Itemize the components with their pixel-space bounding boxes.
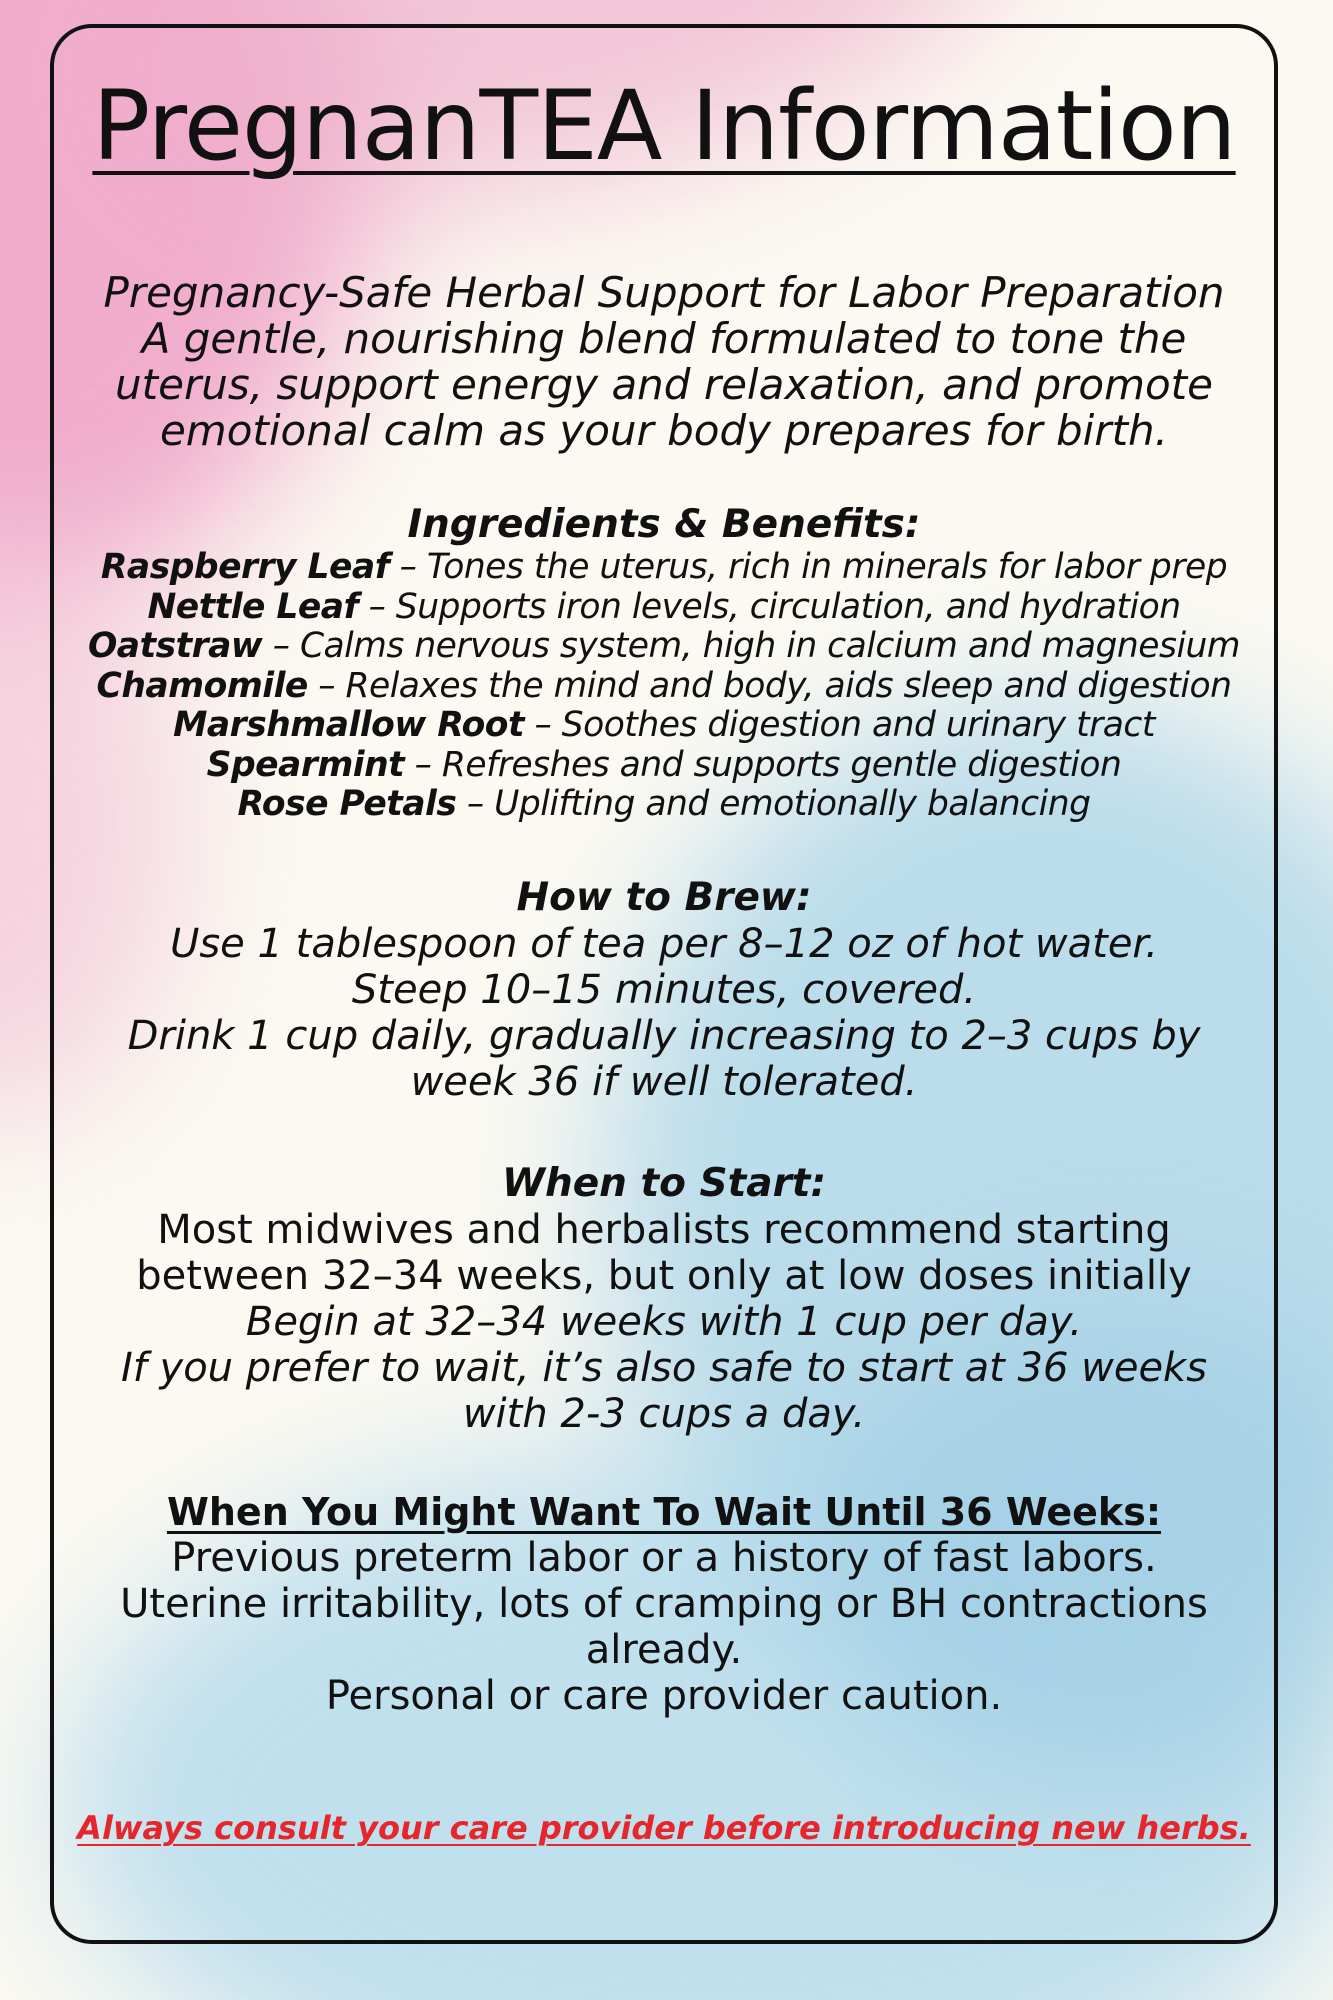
ingredients-section <box>54 502 1274 825</box>
list-item <box>54 785 1274 825</box>
wait-reasons <box>89 1535 1239 1719</box>
ingredient-name: Nettle Leaf <box>147 586 359 627</box>
list-item <box>54 588 1274 628</box>
brew-section <box>54 875 1274 1105</box>
disclaimer-note: Always consult your care provider before introducing new herbs. <box>77 1809 1251 1847</box>
list-item <box>54 706 1274 746</box>
start-recommendation: Most midwives and herbalists recommend starting between 32–34 weeks, but only at low doses initially <box>136 1206 1192 1299</box>
brew-instructions <box>99 921 1229 1105</box>
ingredient-benefit: – Relaxes the mind and body, aids sleep and digestion <box>307 665 1232 706</box>
wait-line: Uterine irritability, lots of cramping or BH contractions already. <box>120 1580 1208 1673</box>
start-section <box>54 1161 1274 1437</box>
info-card <box>50 24 1278 1944</box>
ingredient-benefit: – Supports iron levels, circulation, and hydration <box>358 586 1181 627</box>
brew-line: Use 1 tablespoon of tea per 8–12 oz of hot water. <box>170 920 1158 967</box>
list-item <box>54 746 1274 786</box>
start-begin: Begin at 32–34 weeks with 1 cup per day. <box>245 1298 1083 1345</box>
ingredient-name: Chamomile <box>96 665 308 706</box>
start-text <box>94 1207 1234 1437</box>
wait-line: Previous preterm labor or a history of fast labors. <box>171 1534 1157 1581</box>
start-alternative: If you prefer to wait, it’s also safe to start at 36 weeks with 2-3 cups a day. <box>120 1344 1208 1437</box>
ingredient-benefit: – Calms nervous system, high in calcium and magnesium <box>262 626 1241 666</box>
ingredient-name: Spearmint <box>206 744 405 785</box>
intro-description: A gentle, nourishing blend formulated to tone the uterus, support energy and relaxation, and promote emotional calm as your body prepares for birth. <box>115 314 1213 455</box>
intro-section <box>64 270 1264 454</box>
ingredients-list <box>54 548 1274 825</box>
ingredient-name: Marshmallow Root <box>173 705 524 745</box>
ingredient-benefit: – Soothes digestion and urinary tract <box>524 705 1155 745</box>
ingredients-heading: Ingredients & Benefits: <box>407 502 921 547</box>
start-heading: When to Start: <box>501 1160 827 1206</box>
brew-line: Steep 10–15 minutes, covered. <box>351 966 977 1013</box>
wait-section <box>54 1489 1274 1719</box>
wait-line: Personal or care provider caution. <box>325 1672 1003 1719</box>
brew-line: Drink 1 cup daily, gradually increasing to 2–3 cups by week 36 if well tolerated. <box>127 1012 1201 1105</box>
wait-heading: When You Might Want To Wait Until 36 Weeks: <box>166 1489 1162 1534</box>
intro-tagline: Pregnancy-Safe Herbal Support for Labor Preparation <box>103 268 1225 317</box>
list-item <box>54 667 1274 707</box>
ingredient-name: Rose Petals <box>237 784 457 824</box>
ingredient-benefit: – Refreshes and supports gentle digestion <box>404 744 1122 785</box>
list-item <box>54 548 1274 588</box>
ingredient-benefit: – Tones the uterus, rich in minerals for labor prep <box>389 547 1228 587</box>
list-item <box>54 627 1274 667</box>
ingredient-name: Raspberry Leaf <box>100 547 390 587</box>
brew-heading: How to Brew: <box>516 874 812 920</box>
ingredient-name: Oatstraw <box>87 626 263 666</box>
page-title: PregnanTEA Information <box>92 70 1236 182</box>
ingredient-benefit: – Uplifting and emotionally balancing <box>456 784 1091 824</box>
